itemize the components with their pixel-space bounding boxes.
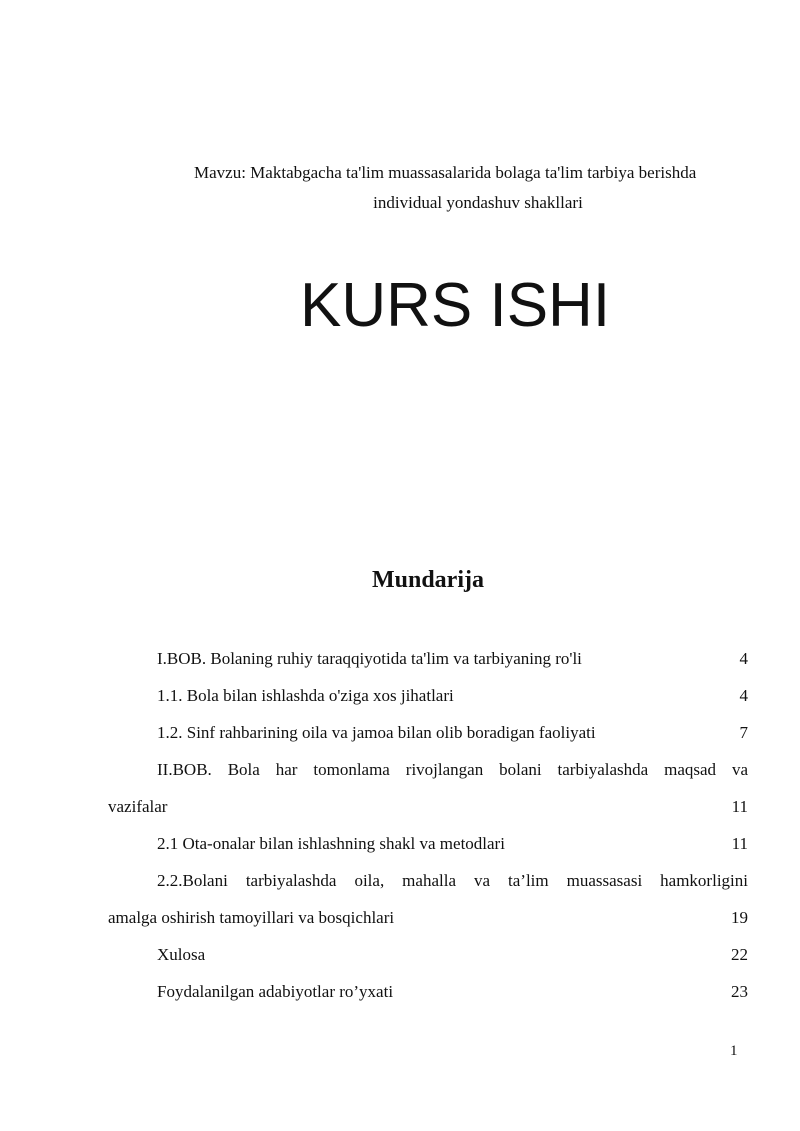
toc-entry-page: 11 — [731, 834, 748, 853]
topic-line-2: individual yondashuv shakllari — [373, 193, 583, 212]
toc-entry-2 — [108, 677, 748, 714]
toc-entry-text: 1.1. Bola bilan ishlashda o'ziga xos jihatlari — [157, 686, 454, 705]
toc-entry-page: 11 — [731, 797, 748, 816]
toc-entry-text: vazifalar — [108, 797, 168, 816]
toc-entry-page: 4 — [739, 649, 748, 668]
toc-entry-text: Foydalanilgan adabiyotlar ro’yxati — [157, 982, 394, 1001]
toc-entry-6 — [108, 862, 748, 936]
toc-entry-text: 2.1 Ota-onalar bilan ishlashning shakl va metodlari — [157, 834, 505, 853]
toc-entry-text: amalga oshirish tamoyillari va bosqichlari — [108, 908, 395, 927]
toc-entry-page: 23 — [731, 982, 748, 1001]
toc-entry-8 — [108, 973, 748, 1010]
toc-entry-text: Xulosa — [157, 945, 206, 964]
toc-entry-text-line-1: II.BOB. Bola har tomonlama rivojlangan bolani tarbiyalashda maqsad va — [157, 760, 748, 779]
toc-entry-5 — [108, 825, 748, 862]
toc-entry-page: 19 — [731, 908, 748, 927]
topic-line-1: Mavzu: Maktabgacha ta'lim muassasalarida bolaga ta'lim tarbiya berishda — [194, 163, 697, 182]
topic — [110, 158, 746, 218]
table-of-contents — [108, 640, 748, 1010]
toc-entry-7 — [108, 936, 748, 973]
toc-entry-text: 1.2. Sinf rahbarining oila va jamoa bilan olib boradigan faoliyati — [157, 723, 596, 742]
toc-entry-text-line-1: 2.2.Bolani tarbiyalashda oila, mahalla va ta’lim muassasasi hamkorligini — [157, 871, 748, 890]
toc-entry-4 — [108, 751, 748, 825]
toc-entry-page: 7 — [739, 723, 748, 742]
toc-heading: Mundarija — [371, 567, 484, 593]
toc-entry-1 — [108, 640, 748, 677]
page-number: 1 — [730, 1043, 738, 1059]
toc-entry-text: I.BOB. Bolaning ruhiy taraqqiyotida ta'lim va tarbiyaning ro'li — [157, 649, 582, 668]
document-title: KURS ISHI — [300, 271, 611, 340]
toc-entry-page: 22 — [731, 945, 748, 964]
toc-entry-page: 4 — [739, 686, 748, 705]
toc-entry-3 — [108, 714, 748, 751]
